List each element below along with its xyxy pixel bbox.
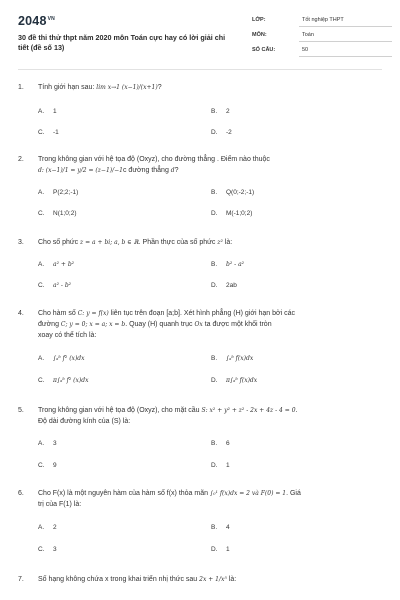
option-c[interactable] (38, 127, 59, 138)
option-letter: B. (211, 108, 218, 115)
option-letter: A. (38, 108, 45, 115)
option-b[interactable] (211, 187, 254, 198)
text-segment: ta được một khối tròn (202, 321, 272, 328)
question-number: 2. (18, 156, 24, 163)
header-divider (18, 69, 382, 70)
option-text: 4 (226, 524, 230, 531)
text-segment: đường (38, 321, 61, 328)
option-a[interactable] (38, 522, 57, 533)
option-text: b² - a² (226, 261, 245, 268)
option-b[interactable] (211, 259, 244, 270)
meta-value: Toán (302, 32, 314, 38)
option-letter: B. (211, 524, 218, 531)
option-text: P(2;2;-1) (53, 189, 79, 196)
meta-underline (299, 26, 392, 27)
option-letter: D. (211, 462, 218, 469)
option-letter: A. (38, 440, 45, 447)
option-letter: C. (38, 462, 45, 469)
option-text: ∫ₐᵇ f² (x)dx (53, 355, 85, 362)
option-text: 3 (53, 440, 57, 447)
option-d[interactable] (211, 208, 252, 219)
question-number: 4. (18, 310, 24, 317)
option-c[interactable] (38, 460, 57, 471)
option-c[interactable] (38, 280, 71, 291)
text-segment: trị của F(1) là: (38, 501, 82, 508)
option-text: ∫ₐᵇ f(x)dx (226, 355, 254, 362)
option-letter: A. (38, 189, 45, 196)
math-expression: ∫₀¹ f(x)dx = 2 và F(0) = 1 (209, 490, 287, 497)
text-segment: Số hạng không chứa x trong khai triển nhị thức sau (38, 576, 200, 583)
option-d[interactable] (211, 544, 230, 555)
document-title: 30 đề thi thử thpt năm 2020 môn Toán cực hay có lời giải chi tiết (đề số 13) (18, 33, 226, 52)
option-text: 2 (53, 524, 57, 531)
question-text (38, 405, 383, 427)
option-b[interactable] (211, 106, 230, 117)
option-text: π∫ₐᵇ f(x)dx (226, 377, 258, 384)
option-letter: B. (211, 189, 218, 196)
option-text: a² + b² (53, 261, 75, 268)
text-segment: ? (174, 167, 179, 174)
option-letter: A. (38, 355, 45, 362)
option-text: 1 (226, 462, 230, 469)
option-b[interactable] (211, 438, 230, 449)
option-text: -2 (226, 129, 232, 136)
text-segment: . Quay (H) quanh trục (125, 321, 195, 328)
math-expression: z = a + bi; a, b ∈ ℝ (80, 239, 139, 246)
option-text: -1 (53, 129, 59, 136)
option-c[interactable] (38, 544, 57, 555)
option-letter: A. (38, 261, 45, 268)
text-segment: Cho hàm số (38, 310, 78, 317)
meta-value: 50 (302, 47, 309, 53)
option-a[interactable] (38, 187, 78, 198)
option-letter: D. (211, 210, 218, 217)
text-segment: c đường thẳng (122, 167, 171, 174)
question-text (38, 308, 383, 341)
question-number: 3. (18, 239, 24, 246)
option-letter: D. (211, 282, 218, 289)
question-number: 6. (18, 490, 24, 497)
option-letter: D. (211, 129, 218, 136)
meta-row-subject (252, 29, 392, 44)
option-letter: C. (38, 210, 45, 217)
option-d[interactable] (211, 460, 230, 471)
question-number: 7. (18, 576, 24, 583)
text-segment: ? (157, 84, 162, 91)
text-segment: Trong không gian với hệ tọa độ (Oxyz), cho mặt cầu (38, 407, 202, 414)
meta-label: MÔN: (252, 32, 267, 38)
meta-row-count (252, 44, 392, 59)
math-expression: C; y = 0; x = a; x = b (60, 321, 126, 328)
math-expression: Ox (194, 321, 203, 328)
option-text: 1 (226, 546, 230, 553)
meta-underline (299, 56, 392, 57)
text-segment: Độ dài đường kính của (S) là: (38, 418, 131, 425)
option-letter: A. (38, 524, 45, 531)
option-letter: C. (38, 129, 45, 136)
math-expression: d (170, 167, 175, 174)
site-logo[interactable] (18, 14, 55, 28)
option-a[interactable] (38, 259, 74, 270)
option-c[interactable] (38, 375, 88, 386)
option-text: Q(0;-2;-1) (226, 189, 255, 196)
math-expression: d: (x−1)/1 = y/2 = (z−1)/−1 (38, 167, 123, 174)
question-number: 5. (18, 407, 24, 414)
exam-meta (252, 14, 392, 59)
text-segment: . Giá (286, 490, 301, 497)
math-expression: S: x² + y² + z² - 2x + 4z - 4 = 0. (201, 407, 298, 414)
option-text: 1 (53, 108, 57, 115)
document-header (18, 14, 388, 66)
math-expression: z² (217, 239, 223, 246)
text-segment: Cho F(x) là một nguyên hàm của hàm số f(x) thỏa mãn (38, 490, 210, 497)
option-text: π∫ₐᵇ f² (x)dx (53, 377, 89, 384)
option-text: 6 (226, 440, 230, 447)
question-text (38, 154, 383, 176)
logo-text: 2048 (18, 14, 47, 28)
meta-row-class (252, 14, 392, 29)
option-d[interactable] (211, 375, 257, 386)
meta-underline (299, 41, 392, 42)
math-expression: C: y = f(x) (77, 310, 109, 317)
logo-suffix: VN (47, 15, 55, 22)
option-c[interactable] (38, 208, 76, 219)
text-segment: Cho số phức (38, 239, 81, 246)
meta-label: LỚP: (252, 17, 266, 23)
option-d[interactable] (211, 127, 232, 138)
meta-label: SỐ CÂU: (252, 47, 276, 53)
option-text: N(1;0;2) (53, 210, 77, 217)
option-text: 2 (226, 108, 230, 115)
text-segment: . Phần thực của số phức (138, 239, 218, 246)
option-a[interactable] (38, 438, 57, 449)
text-segment: Tính giới hạn sau: (38, 84, 97, 91)
option-letter: C. (38, 377, 45, 384)
option-text: a² - b² (53, 282, 72, 289)
option-text: M(-1;0;2) (226, 210, 253, 217)
text-segment: Trong không gian với hệ tọa độ (Oxyz), cho đường thẳng . Điểm nào thuộc (38, 156, 270, 163)
question-text (38, 574, 383, 585)
option-text: 9 (53, 462, 57, 469)
question-number: 1. (18, 84, 24, 91)
meta-value: Tốt nghiệp THPT (302, 17, 344, 23)
text-segment: là: (222, 239, 233, 246)
question-text (38, 488, 383, 510)
text-segment: xoay có thể tích là: (38, 332, 97, 339)
option-text: 3 (53, 546, 57, 553)
math-expression: 2x + 1/x⁵ (199, 576, 227, 583)
option-letter: D. (211, 377, 218, 384)
option-a[interactable] (38, 106, 57, 117)
option-letter: C. (38, 282, 45, 289)
option-d[interactable] (211, 280, 237, 291)
option-letter: D. (211, 546, 218, 553)
option-letter: B. (211, 355, 218, 362)
question-text (38, 82, 383, 93)
option-text: 2ab (226, 282, 237, 289)
text-segment: liên tục trên đoạn [a;b]. Xét hình phẳng (H) giới hạn bởi các (108, 310, 295, 317)
question-text (38, 237, 383, 248)
text-segment: là: (226, 576, 237, 583)
option-letter: B. (211, 440, 218, 447)
math-expression: lim x→1 (x−1)/(x+1) (96, 84, 158, 91)
option-b[interactable] (211, 353, 253, 364)
option-a[interactable] (38, 353, 85, 364)
option-letter: C. (38, 546, 45, 553)
option-letter: B. (211, 261, 218, 268)
option-b[interactable] (211, 522, 230, 533)
